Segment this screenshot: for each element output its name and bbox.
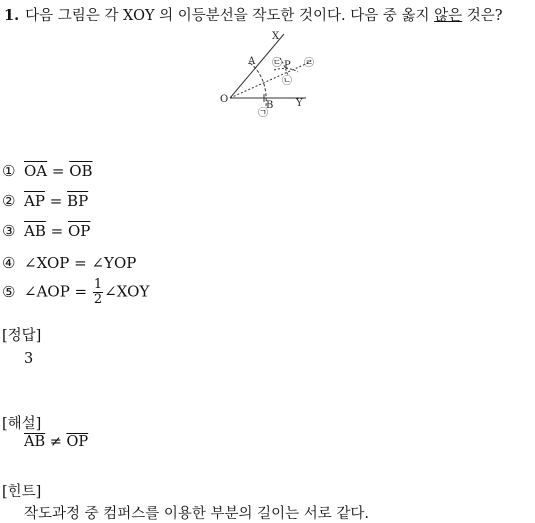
answer-label: [정답]: [2, 328, 42, 344]
bisector-op: [230, 62, 310, 98]
question-text-after: 것은?: [466, 8, 503, 24]
operator: =: [44, 192, 68, 210]
segment: $\overline{OP}$: [66, 434, 89, 450]
fraction-denominator: 2: [93, 292, 103, 307]
explanation-label: [해설]: [2, 416, 42, 432]
hint-label: [힌트]: [2, 484, 42, 500]
label-b: B: [266, 100, 274, 111]
construction-diagram: [216, 28, 326, 120]
option-text-before: ∠AOP =: [24, 282, 92, 301]
marker-2: ㉡: [282, 76, 292, 87]
hint-text: 작도과정 중 컴퍼스를 이용한 부분의 길이는 서로 같다.: [24, 506, 370, 522]
operator: =: [47, 162, 70, 180]
label-y: Y: [296, 98, 303, 109]
option-4[interactable]: [2, 254, 136, 272]
option-marker: ②: [2, 192, 16, 210]
label-a: A: [248, 56, 256, 67]
option-marker: ③: [2, 222, 16, 240]
operator: =: [45, 222, 68, 240]
segment: $\overline{OA}$: [24, 162, 48, 180]
question-number: 1.: [4, 7, 20, 24]
fraction: [93, 278, 103, 307]
marker-4: ㉣: [304, 58, 314, 69]
option-marker: ①: [2, 162, 16, 180]
question-emphasis: 않은: [434, 8, 463, 24]
explanation-body: [24, 434, 88, 450]
angle-bisector-figure: [216, 28, 326, 124]
segment: $\overline{OP}$: [67, 222, 91, 240]
segment: $\overline{AB}$: [24, 222, 46, 240]
option-5[interactable]: [2, 278, 149, 307]
marker-3: ㉢: [272, 58, 282, 69]
operator: ≠: [45, 434, 67, 450]
option-marker: ⑤: [2, 282, 16, 301]
option-marker: ④: [2, 254, 16, 272]
label-o: O: [220, 94, 229, 105]
marker-1: ㉠: [258, 108, 268, 119]
segment: $\overline{BP}$: [67, 192, 89, 210]
fraction-numerator: 1: [93, 277, 103, 292]
answer-value: 3: [24, 351, 34, 367]
option-text: ∠XOP = ∠YOP: [24, 254, 137, 272]
label-x: X: [272, 31, 280, 42]
option-2[interactable]: [2, 192, 88, 210]
segment: $\overline{AB}$: [24, 434, 46, 450]
segment: $\overline{AP}$: [24, 192, 45, 210]
segment: $\overline{OB}$: [69, 162, 93, 180]
option-1[interactable]: [2, 162, 93, 180]
question-text-before: 다음 그림은 각 XOY 의 이등분선을 작도한 것이다. 다음 중 옳지: [25, 8, 430, 24]
option-text-after: ∠XOY: [104, 282, 150, 301]
option-3[interactable]: [2, 222, 90, 240]
label-p: P: [284, 60, 291, 71]
question-text: [4, 4, 503, 25]
